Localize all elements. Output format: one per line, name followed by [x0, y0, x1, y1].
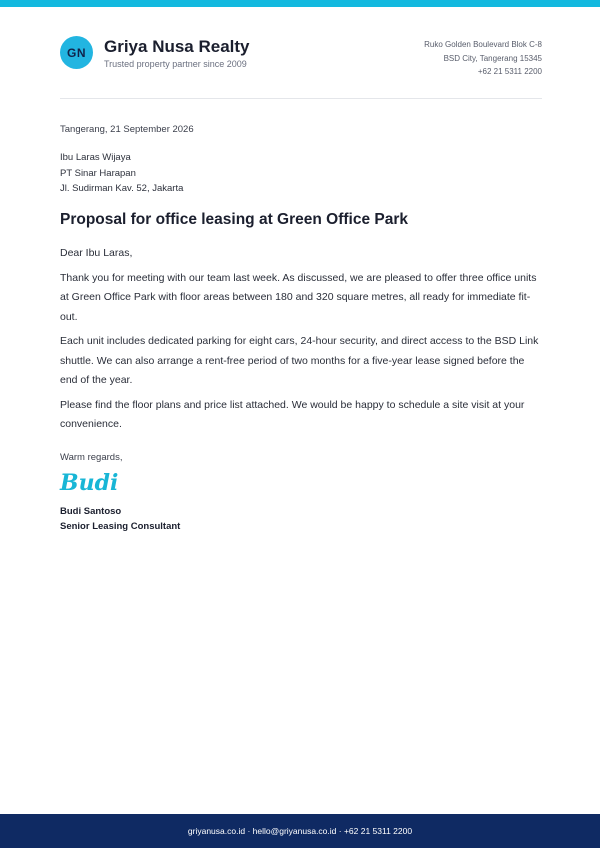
address-line: Ruko Golden Boulevard Blok C-8 — [424, 40, 542, 49]
company-tagline: Trusted property partner since 2009 — [104, 59, 247, 69]
handwritten-signature: Budi — [60, 470, 119, 496]
top-accent-stripe — [0, 0, 600, 7]
letterhead — [60, 36, 542, 76]
body-paragraph: Please find the floor plans and price list attached. We would be happy to schedule a site visit at your convenience. — [60, 398, 525, 430]
body-paragraph: Thank you for meeting with our team last week. As discussed, we are pleased to offer three office units at Green Office Park with floor areas between 180 and 320 square metres, all ready for immediate fit-out. — [60, 271, 537, 323]
recipient-company: PT Sinar Harapan — [60, 167, 136, 179]
letter-body — [60, 244, 544, 440]
recipient-address: Jl. Sudirman Kav. 52, Jakarta — [60, 183, 184, 194]
phone-number: +62 21 5311 2200 — [477, 67, 542, 76]
recipient-name: Ibu Laras Wijaya — [60, 152, 131, 163]
footer-bar — [0, 814, 600, 848]
recipient-block — [60, 150, 183, 197]
closing: Warm regards, — [60, 452, 123, 463]
body-paragraph: Each unit includes dedicated parking for eight cars, 24-hour security, and direct access to the BSD Link shuttle. We can also arrange a rent-free period of two months for a five-year lease signed before the end of the year. — [60, 335, 539, 386]
signer-title: Senior Leasing Consultant — [60, 521, 181, 532]
letter-subject: Proposal for office leasing at Green Office Park — [60, 211, 408, 228]
header-divider — [60, 98, 542, 99]
signer-name: Budi Santoso — [60, 506, 122, 517]
company-logo — [60, 36, 93, 69]
logo-initials: GN — [67, 45, 86, 60]
salutation: Dear Ibu Laras, — [60, 247, 133, 259]
address-line: BSD City, Tangerang 15345 — [443, 53, 542, 63]
company-address — [424, 38, 542, 79]
footer-contact: griyanusa.co.id · hello@griyanusa.co.id · +62 21 5311 2200 — [187, 826, 413, 836]
letter-date: Tangerang, 21 September 2026 — [60, 124, 194, 135]
company-name: Griya Nusa Realty — [104, 37, 250, 56]
